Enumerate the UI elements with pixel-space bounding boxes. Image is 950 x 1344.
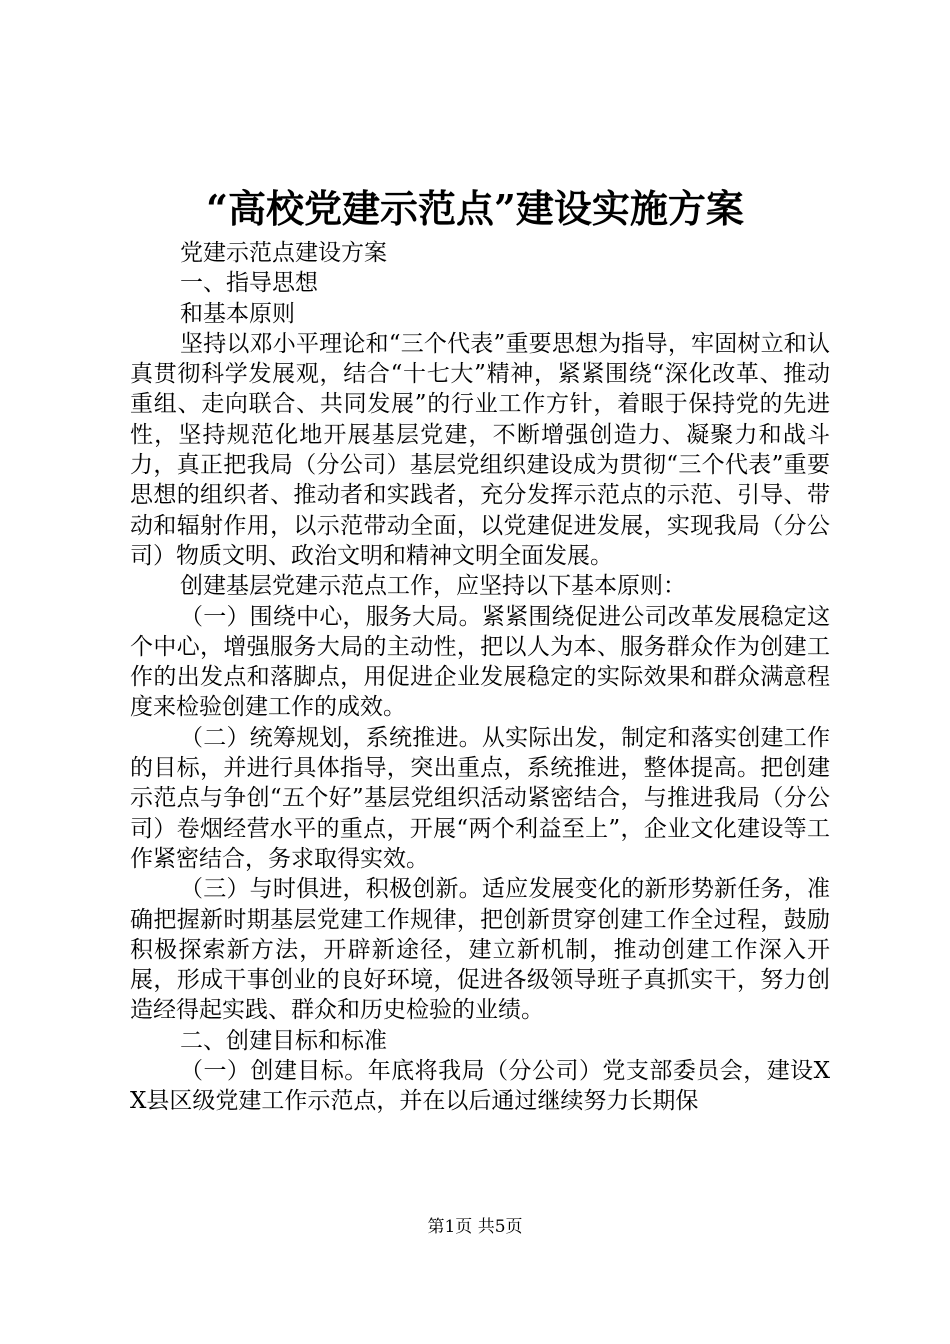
paragraph-goal-1: （一）创建目标。年底将我局（分公司）党支部委员会，建设XX县区级党建工作示范点，并在以后通过继续努力长期保 bbox=[130, 1058, 830, 1115]
paragraph-principle-3: （三）与时俱进，积极创新。适应发展变化的新形势新任务，准确把握新时期基层党建工作规律，把创新贯穿创建工作全过程，鼓励积极探索新方法，开辟新途径，建立新机制，推动创建工作深入开展，形成干事创业的良好环境，促进各级领导班子真抓实干，努力创造经得起实践、群众和历史检验的业绩。 bbox=[130, 876, 830, 1024]
paragraph-principle-2: （二）统筹规划，系统推进。从实际出发，制定和落实创建工作的目标，并进行具体指导，突出重点，系统推进，整体提高。把创建示范点与争创“五个好”基层党组织活动紧密结合，与推进我局（分公司）卷烟经营水平的重点，开展“两个利益至上”，企业文化建设等工作紧密结合，务求取得实效。 bbox=[130, 724, 830, 872]
page-footer: 第1页 共5页 bbox=[427, 1217, 523, 1237]
heading-goals-standards: 二、创建目标和标准 bbox=[180, 1027, 387, 1054]
heading-basic-principles: 和基本原则 bbox=[180, 300, 295, 327]
heading-guiding-ideology: 一、指导思想 bbox=[180, 270, 318, 297]
paragraph-principle-1: （一）围绕中心，服务大局。紧紧围绕促进公司改革发展稳定这个中心，增强服务大局的主动性，把以人为本、服务群众作为创建工作的出发点和落脚点，用促进企业发展稳定的实际效果和群众满意程度来检验创建工作的成效。 bbox=[130, 603, 830, 721]
paragraph-guiding-ideology: 坚持以邓小平理论和“三个代表”重要思想为指导，牢固树立和认真贯彻科学发展观，结合“十七大”精神，紧紧围绕“深化改革、推动重组、走向联合、共同发展”的行业工作方针，着眼于保持党的先进性，坚持规范化地开展基层党建，不断增强创造力、凝聚力和战斗力，真正把我局（分公司）基层党组织建设成为贯彻“三个代表”重要思想的组织者、推动者和实践者，充分发挥示范点的示范、引导、带动和辐射作用，以示范带动全面，以党建促进发展，实现我局（分公司）物质文明、政治文明和精神文明全面发展。 bbox=[130, 330, 830, 569]
paragraph-principles-intro: 创建基层党建示范点工作，应坚持以下基本原则： bbox=[180, 573, 686, 600]
document-title: “高校党建示范点”建设实施方案 bbox=[206, 186, 744, 231]
paragraph-subtitle: 党建示范点建设方案 bbox=[180, 240, 387, 266]
document-body bbox=[130, 238, 830, 1117]
